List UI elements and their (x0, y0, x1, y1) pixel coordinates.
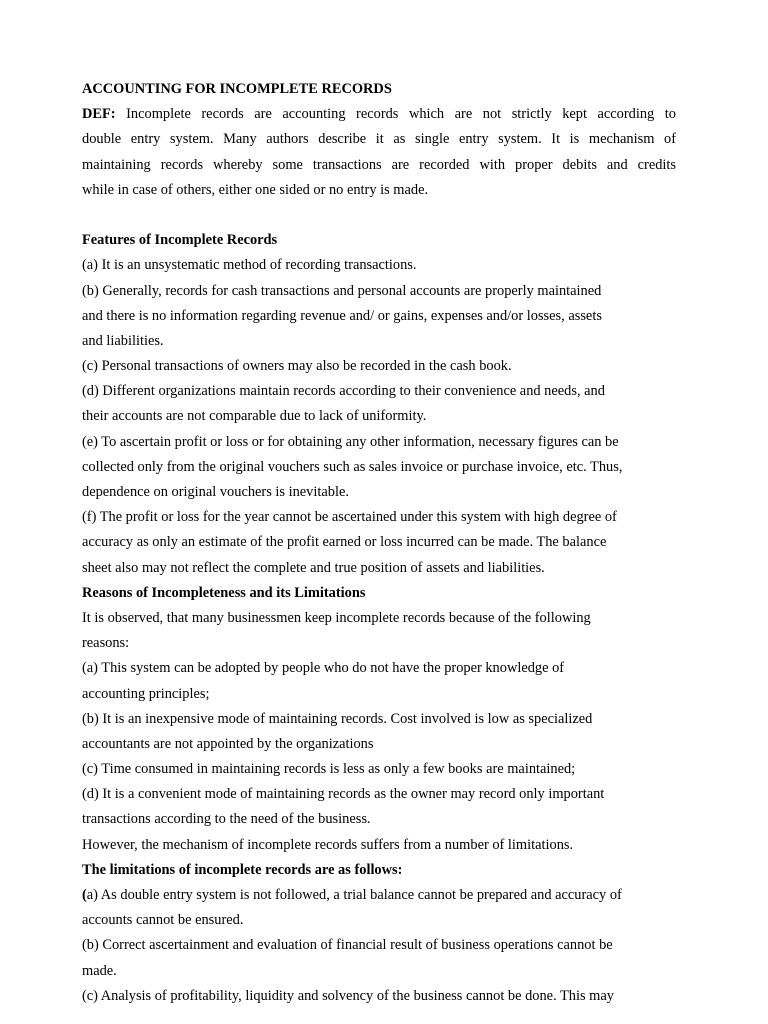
reasons-line: (c) Time consumed in maintaining records is less as only a few books are maintained; (82, 761, 576, 778)
reasons-line: (b) It is an inexpensive mode of maintaining records. Cost involved is low as specialized (82, 710, 593, 727)
features-line: and liabilities. (82, 332, 164, 349)
features-line: (b) Generally, records for cash transactions and personal accounts are properly maintained (82, 282, 602, 299)
reasons-line: (d) It is a convenient mode of maintaining records as the owner may record only important (82, 786, 605, 803)
features-line: accuracy as only an estimate of the profit earned or loss incurred can be made. The balance (82, 534, 607, 551)
definition-text: Incomplete records are accounting records which are not strictly kept according to (115, 106, 676, 123)
limitations-line: (b) Correct ascertainment and evaluation of financial result of business operations cannot be (82, 937, 613, 954)
spacer (82, 203, 676, 228)
limitations-heading: The limitations of incomplete records are as follows: (82, 861, 403, 878)
limitations-line: made. (82, 962, 117, 979)
limitations-list (82, 883, 676, 1009)
reasons-line: It is observed, that many businessmen keep incomplete records because of the following (82, 609, 591, 626)
features-list (82, 253, 676, 580)
features-line: (d) Different organizations maintain records according to their convenience and needs, and (82, 383, 605, 400)
limitations-first-text: a) As double entry system is not followed, a trial balance cannot be prepared and accuracy of (86, 887, 622, 903)
features-heading: Features of Incomplete Records (82, 232, 278, 249)
features-line: their accounts are not comparable due to lack of uniformity. (82, 408, 427, 425)
features-line: sheet also may not reflect the complete and true position of assets and liabilities. (82, 559, 545, 576)
reasons-line: accounting principles; (82, 685, 210, 702)
definition-line (82, 102, 676, 127)
features-line: dependence on original vouchers is inevitable. (82, 484, 349, 500)
features-line: (c) Personal transactions of owners may also be recorded in the cash book. (82, 358, 512, 375)
reasons-line: (a) This system can be adopted by people who do not have the proper knowledge of (82, 660, 565, 677)
reasons-heading: Reasons of Incompleteness and its Limitations (82, 584, 366, 601)
reasons-line: accountants are not appointed by the organizations (82, 735, 374, 752)
features-line: (f) The profit or loss for the year cannot be ascertained under this system with high degree of (82, 509, 617, 526)
features-line: (e) To ascertain profit or loss or for obtaining any other information, necessary figures can be (82, 433, 619, 450)
definition-paragraph (82, 102, 676, 203)
definition-line: maintaining records whereby some transactions are recorded with proper debits and credits (82, 156, 676, 173)
definition-line: while in case of others, either one sided or no entry is made. (82, 181, 429, 198)
document-page (82, 77, 676, 1009)
limitations-line: (c) Analysis of profitability, liquidity and solvency of the business cannot be done. This may (82, 987, 614, 1004)
features-line: collected only from the original vouchers such as sales invoice or purchase invoice, etc. Thus, (82, 458, 623, 475)
features-line: (a) It is an unsystematic method of recording transactions. (82, 257, 417, 274)
limitations-open-paren: ( (82, 887, 87, 903)
definition-label: DEF: (82, 106, 116, 123)
features-line: and there is no information regarding revenue and/ or gains, expenses and/or losses, assets (82, 307, 602, 324)
definition-line: double entry system. Many authors describe it as single entry system. It is mechanism of (82, 131, 676, 148)
document-title: ACCOUNTING FOR INCOMPLETE RECORDS (82, 81, 392, 97)
limitations-line (82, 883, 676, 908)
limitations-line: accounts cannot be ensured. (82, 912, 244, 929)
reasons-line: reasons: (82, 635, 130, 652)
reasons-line: However, the mechanism of incomplete records suffers from a number of limitations. (82, 836, 574, 853)
reasons-list (82, 606, 676, 858)
reasons-line: transactions according to the need of the business. (82, 811, 371, 828)
